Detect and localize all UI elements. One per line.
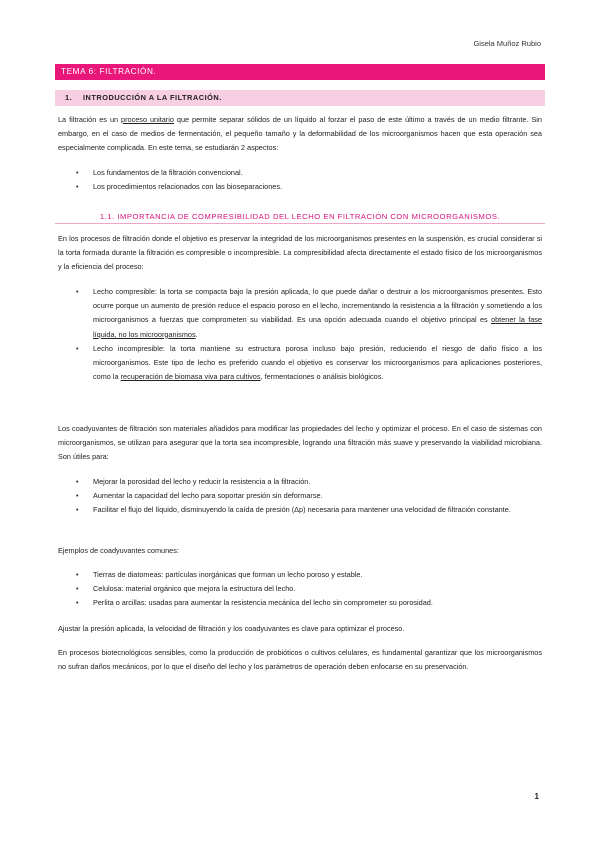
list-item-text: Tierras de diatomeas: partículas inorgánicas que forman un lecho poroso y estable.: [93, 570, 363, 579]
list-item-text: Aumentar la capacidad del lecho para soportar presión sin deformarse.: [93, 491, 323, 501]
list-item: [76, 596, 542, 610]
chapter-title-bar: [55, 64, 545, 80]
ejemplos-bullet-list: [76, 568, 542, 611]
section-title: INTRODUCCIÓN A LA FILTRACIÓN.: [83, 93, 222, 102]
list-item-text-end: , fermentaciones o análisis biológicos.: [260, 372, 384, 382]
bullet-icon: •: [76, 343, 79, 353]
author-name: Gisela Muñoz Rubio: [473, 39, 541, 48]
page-number: 1: [534, 792, 539, 801]
list-item: [76, 342, 542, 385]
section-number: 1.: [65, 93, 73, 102]
bullet-icon: •: [76, 584, 79, 594]
list-item-text: Lecho compresible: la torta se compacta bajo la presión aplicada, lo que puede dañar o destruir a los microorganismos presentes. Esto ocurre porque un aumento de presión reduce el espacio poroso en el lecho, incrementando la resistencia a la filtración y sometiendo a los microorganismos a fuerzas que comprometen su viabilidad. Es una opción adecuada cuando el objetivo principal es: [93, 287, 542, 325]
intro-paragraph: [58, 113, 542, 156]
chapter-title: TEMA 6: FILTRACIÓN.: [61, 67, 157, 76]
list-item: [76, 568, 542, 582]
list-item-text: Los fundamentos de la filtración convencional.: [93, 168, 243, 177]
section-heading-bar: [55, 90, 545, 106]
bullet-icon: •: [76, 598, 79, 608]
intro-text-post: que permite separar sólidos de un líquido al forzar el paso de este último a través de un medio filtrante. Sin embargo, en el caso de medios de fermentación, el pequeño tamaño y la deformabilidad de los microorganismos hacen que esta operación sea especialmente complicada. En este tema, se estudiarán 2 aspectos:: [58, 115, 542, 153]
list-item-text: Celulosa: material orgánico que mejora la estructura del lecho.: [93, 584, 296, 594]
list-item-text-underlined: obtener la fase líquida, no los microorganismos: [93, 315, 542, 339]
list-item: [76, 582, 542, 596]
list-item: [76, 489, 542, 503]
list-item-text-underlined: recuperación de biomasa viva para cultivos: [120, 372, 261, 382]
intro-text-pre: La filtración es un: [58, 115, 122, 124]
bullet-icon: •: [76, 491, 79, 501]
list-item-text: Perlita o arcillas: usadas para aumentar la resistencia mecánica del lecho sin comprometer su porosidad.: [93, 598, 433, 608]
intro-bullet-list: [76, 166, 542, 194]
list-item-text: Los procedimientos relacionados con las bioseparaciones.: [93, 182, 283, 192]
bullet-icon: •: [76, 505, 79, 515]
bullet-icon: •: [76, 287, 79, 296]
list-item: [76, 475, 542, 489]
final-paragraph: En procesos biotecnológicos sensibles, como la producción de probióticos o cultivos celulares, es fundamental garantizar que los microorganismos no sufran daños mecánicos, por lo que el diseño del lecho y los parámetros de operación deben enfocarse en su preservación.: [58, 648, 542, 672]
bullet-icon: •: [76, 182, 79, 192]
bullet-icon: •: [76, 570, 79, 579]
list-item: [76, 503, 542, 517]
list-item: [76, 166, 542, 180]
list-item: [76, 285, 542, 342]
intro-text-underlined: proceso unitario: [121, 115, 174, 124]
list-item-text: Facilitar el flujo del líquido, disminuyendo la caída de presión (Δp) necesaria para mantener una velocidad de filtración constante.: [93, 505, 511, 515]
list-item: [76, 180, 542, 194]
coadyuvantes-bullet-list: [76, 475, 542, 518]
ajustar-paragraph: Ajustar la presión aplicada, la velocidad de filtración y los coadyuvantes es clave para optimizar el proceso.: [58, 624, 405, 633]
subsection-heading: 1.1. IMPORTANCIA DE COMPRESIBILIDAD DEL LECHO EN FILTRACIÓN CON MICROORGANISMOS.: [55, 212, 545, 224]
coadyuvantes-paragraph: Los coadyuvantes de filtración son materiales añadidos para modificar las propiedades del lecho y optimizar el proceso. En el caso de sistemas con microorganismos, se utilizan para asegurar que la torta sea incompresible, logrando una filtración más suave y preservando la viabilidad microbiana. Son útiles para:: [58, 424, 542, 462]
list-item-text: Mejorar la porosidad del lecho y reducir la resistencia a la filtración.: [93, 477, 311, 486]
bullet-icon: •: [76, 168, 79, 177]
compresibilidad-paragraph: En los procesos de filtración donde el objetivo es preservar la integridad de los microorganismos presentes en la suspensión, es crucial considerar si la torta formada durante la filtración es compresible o incompresible. La compresibilidad afecta directamente el estado físico de los microorganismos y la eficiencia del proceso:: [58, 234, 542, 272]
lecho-bullet-list: [76, 285, 542, 384]
list-item-text: Lecho incompresible: la torta mantiene su estructura porosa incluso bajo presión, reduciendo el riesgo de daño físico a los microorganismos. Este tipo de lecho es preferido cuando el objetivo es conservar los microorganismos para aplicaciones posteriores, como la: [93, 343, 542, 382]
bullet-icon: •: [76, 477, 79, 486]
ejemplos-title: Ejemplos de coadyuvantes comunes:: [58, 546, 179, 555]
list-item-text-end: .: [195, 329, 198, 339]
